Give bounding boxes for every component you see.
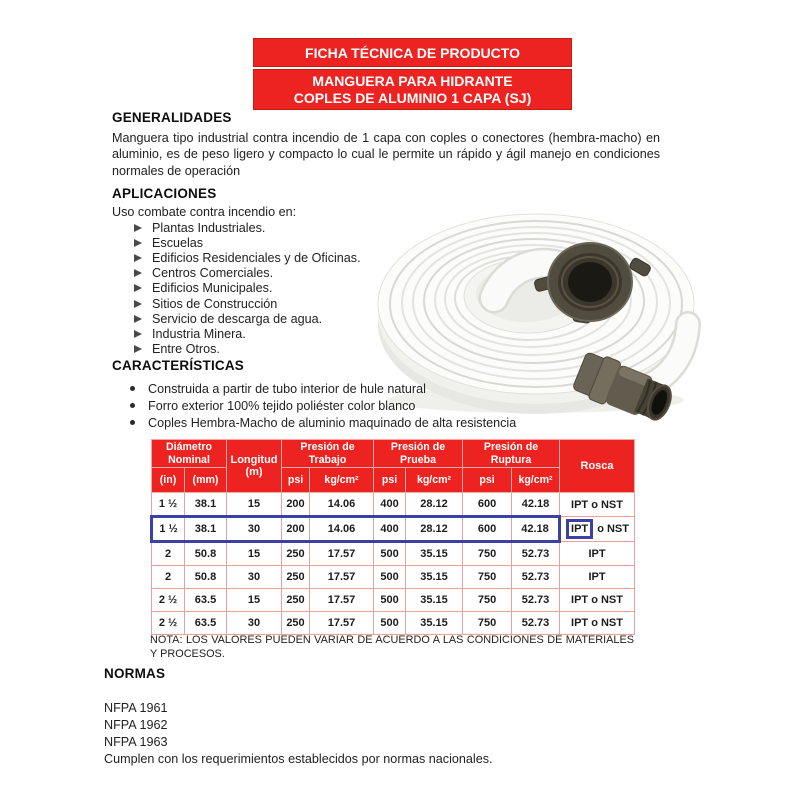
spec-table-body [152,493,635,635]
col-trabajo-kgcm2: kg/cm² [310,468,374,493]
table-cell: 52.73 [512,612,560,635]
table-cell: 17.57 [310,612,374,635]
product-title [253,69,572,110]
table-cell: 250 [282,589,310,612]
title-box [253,38,572,110]
table-cell: 17.57 [310,566,374,589]
table-cell: 250 [282,612,310,635]
normas-footer: Cumplen con los requerimientos establecidos por normas nacionales. [104,752,493,766]
col-group-presion-prueba: Presión de Prueba [374,440,463,468]
section-normas [104,666,664,768]
table-cell: 2 [152,566,185,589]
table-note: NOTA: LOS VALORES PUEDEN VARIAR DE ACUERDO A LAS CONDICIONES DE MATERIALES Y PROCESOS. [150,634,634,660]
list-item-label: Centros Comerciales. [152,266,274,281]
caracteristicas-list [112,380,617,432]
col-group-presion-ruptura: Presión de Ruptura [463,440,560,468]
generalidades-paragraph: Manguera tipo industrial contra incendio de 1 capa con coples o conectores (hembra-macho) en aluminio, es de peso ligero y compacto lo cual le permite un rápido y ágil manejo en condiciones normales de operación [112,131,660,178]
list-item-label: Industria Minera. [152,326,246,341]
list-item-label: Construida a partir de tubo interior de hule natural [148,381,426,396]
list-item-label: Escuelas [152,235,204,250]
arrow-bullet-icon [134,254,142,262]
table-cell: 200 [282,517,310,542]
table-cell: 1 ½ [152,493,185,517]
norma-item: NFPA 1962 [104,718,168,732]
arrow-bullet-icon [134,345,142,353]
table-cell: 52.73 [512,589,560,612]
table-row [152,493,635,517]
table-cell: 14.06 [310,517,374,542]
section-generalidades [112,110,660,179]
table-cell: IPT o NST [560,612,635,635]
dot-bullet-icon [130,386,135,391]
table-cell: 30 [227,517,282,542]
highlight-ipt-box: IPT [566,519,593,539]
col-rosca: Rosca [560,440,635,493]
list-item-label: Servicio de descarga de agua. [152,311,323,326]
table-cell: IPT o NST [560,589,635,612]
product-title-line1: MANGUERA PARA HIDRANTE [312,73,513,89]
table-cell: 35.15 [406,589,463,612]
col-group-diametro: Diámetro Nominal [152,440,227,468]
list-item-label: Plantas Industriales. [152,220,266,235]
col-in: (in) [152,468,185,493]
normas-list [104,700,664,751]
table-cell: 38.1 [185,517,227,542]
table-row [152,517,635,542]
table-cell: 2 ½ [152,589,185,612]
table-cell: 2 ½ [152,612,185,635]
section-heading-generalidades: GENERALIDADES [112,110,232,125]
table-cell: 500 [374,589,406,612]
list-item-label: Sitios de Construcción [152,296,278,311]
table-cell: 35.15 [406,612,463,635]
table-cell: 35.15 [406,566,463,589]
col-prueba-psi: psi [374,468,406,493]
col-trabajo-psi: psi [282,468,310,493]
table-cell: 17.57 [310,589,374,612]
dot-bullet-icon [130,420,135,425]
section-heading-caracteristicas: CARACTERÍSTICAS [112,358,245,373]
list-item-label: Entre Otros. [152,342,220,357]
col-ruptura-psi: psi [463,468,512,493]
table-cell: 50.8 [185,566,227,589]
table-cell: 600 [463,493,512,517]
table-cell: 30 [227,566,282,589]
arrow-bullet-icon [134,269,142,277]
table-cell: IPT [560,542,635,566]
table-cell: 17.57 [310,542,374,566]
table-cell: 63.5 [185,612,227,635]
table-cell: IPT o NST [560,493,635,517]
col-group-presion-trabajo: Presión de Trabajo [282,440,374,468]
table-cell: 500 [374,612,406,635]
table-cell: 500 [374,542,406,566]
section-heading-normas: NORMAS [104,666,166,681]
aplicaciones-intro: Uso combate contra incendio en: [112,205,297,219]
section-heading-aplicaciones: APLICACIONES [112,186,217,201]
table-cell: 200 [282,493,310,517]
list-item-label: Forro exterior 100% tejido poliéster color blanco [148,398,416,413]
table-cell: 42.18 [512,493,560,517]
document-title: FICHA TÉCNICA DE PRODUCTO [253,38,572,67]
table-cell: 2 [152,542,185,566]
arrow-bullet-icon [134,300,142,308]
table-row [152,589,635,612]
list-item-label: Edificios Municipales. [152,281,273,296]
col-longitud: Longitud (m) [227,440,282,493]
product-title-line2: COPLES DE ALUMINIO 1 CAPA (SJ) [293,89,532,106]
dot-bullet-icon [130,403,135,408]
table-cell: 30 [227,612,282,635]
table-cell: 63.5 [185,589,227,612]
table-row [152,566,635,589]
col-prueba-kgcm2: kg/cm² [406,468,463,493]
col-ruptura-kgcm2: kg/cm² [512,468,560,493]
table-cell: 250 [282,542,310,566]
table-cell: 52.73 [512,566,560,589]
norma-item: NFPA 1963 [104,735,168,749]
spec-table [150,439,635,635]
table-row [152,612,635,635]
arrow-bullet-icon [134,239,142,247]
table-cell: 50.8 [185,542,227,566]
table-cell: 42.18 [512,517,560,542]
list-item [130,414,617,431]
table-cell: 400 [374,493,406,517]
table-cell: 1 ½ [152,517,185,542]
col-mm: (mm) [185,468,227,493]
table-cell: 15 [227,589,282,612]
spec-table-head [152,440,635,493]
arrow-bullet-icon [134,330,142,338]
arrow-bullet-icon [134,284,142,292]
table-cell: 600 [463,517,512,542]
norma-item: NFPA 1961 [104,701,168,715]
table-cell: 28.12 [406,493,463,517]
table-cell: 15 [227,542,282,566]
table-cell: 15 [227,493,282,517]
table-cell: 400 [374,517,406,542]
table-row [152,542,635,566]
arrow-bullet-icon [134,224,142,232]
list-item-label: Edificios Residenciales y de Oficinas. [152,250,361,265]
list-item-label: Coples Hembra-Macho de aluminio maquinado de alta resistencia [148,415,517,430]
list-item [130,380,617,397]
arrow-bullet-icon [134,315,142,323]
table-cell: 750 [463,589,512,612]
table-cell: IPT o NST [560,517,635,542]
table-cell: 38.1 [185,493,227,517]
section-caracteristicas [112,358,617,432]
table-cell: 500 [374,566,406,589]
table-cell: 14.06 [310,493,374,517]
table-cell: 28.12 [406,517,463,542]
table-cell: 52.73 [512,542,560,566]
table-cell: 250 [282,566,310,589]
table-cell: 750 [463,612,512,635]
table-cell: IPT [560,566,635,589]
table-cell: 750 [463,566,512,589]
table-cell: 35.15 [406,542,463,566]
list-item [130,397,617,414]
table-cell: 750 [463,542,512,566]
